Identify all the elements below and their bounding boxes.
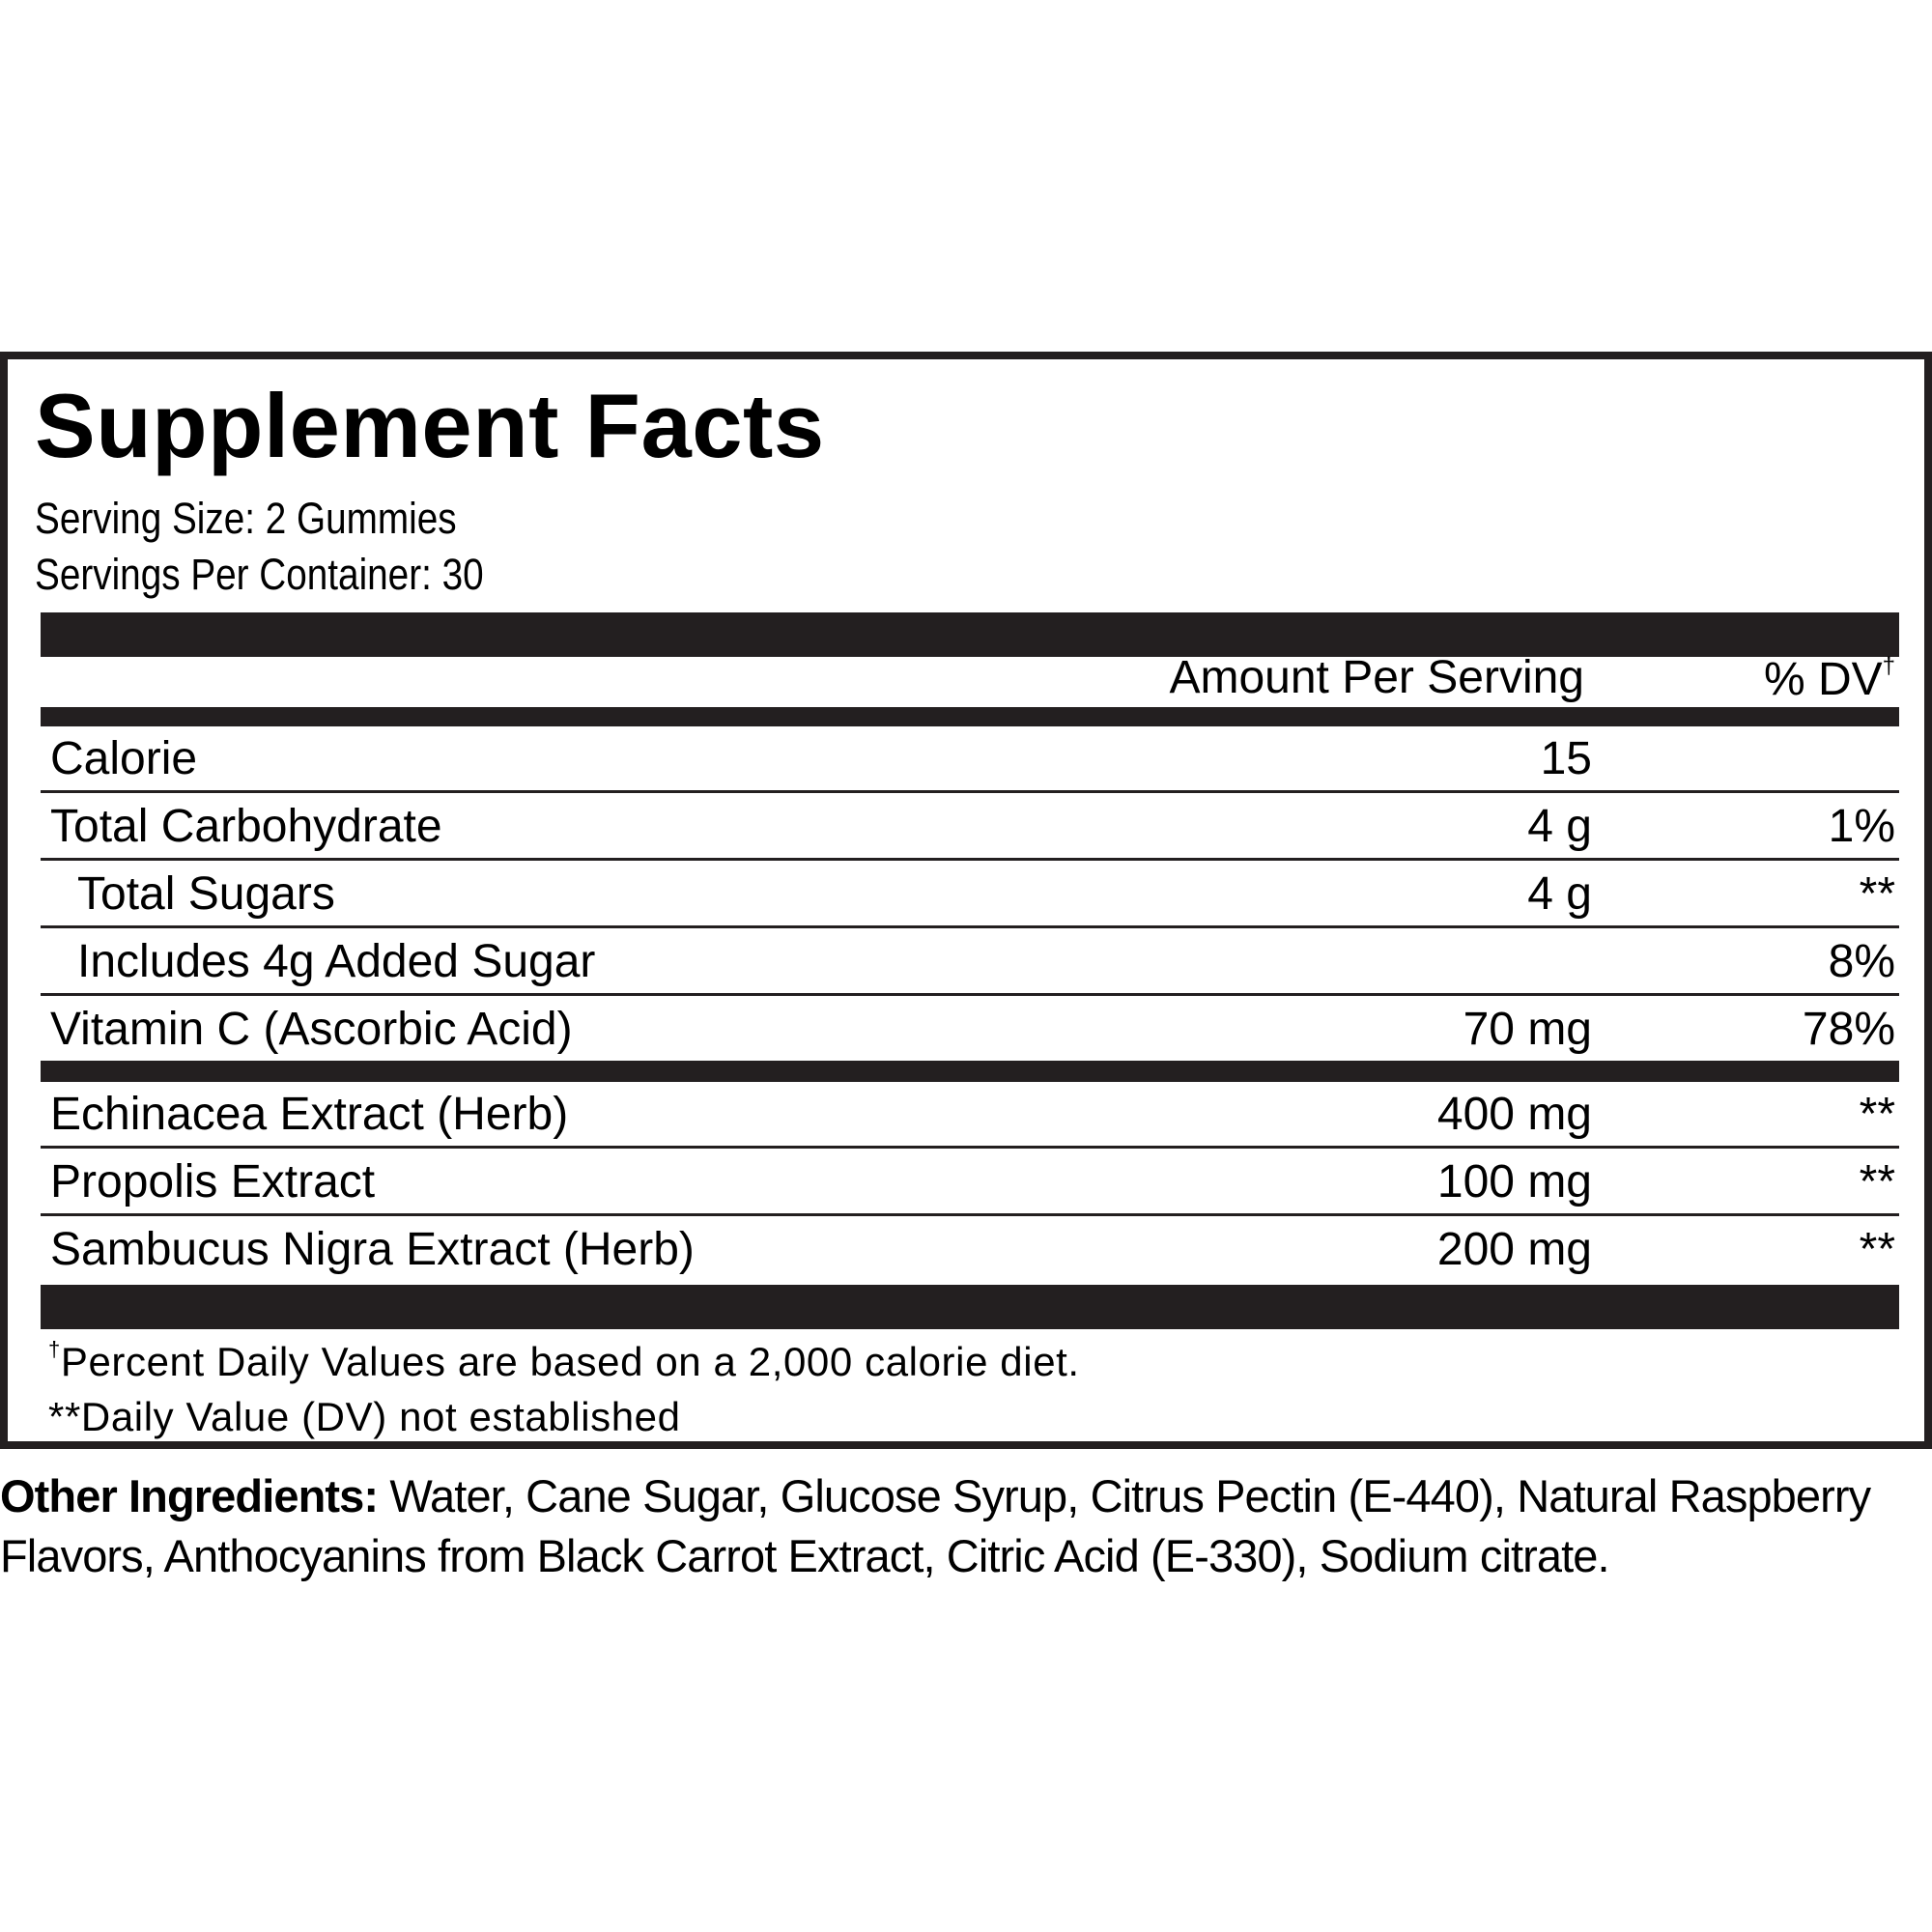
nutrient-amount: 15 <box>1540 733 1592 784</box>
row-divider <box>41 1213 1899 1216</box>
nutrient-dv: ** <box>1859 1089 1895 1140</box>
dv-header-dagger: † <box>1882 653 1895 679</box>
nutrient-row-total-sugars <box>41 864 1899 925</box>
nutrient-name: Echinacea Extract (Herb) <box>50 1089 569 1140</box>
nutrient-name: Propolis Extract <box>50 1156 376 1208</box>
dv-header <box>1764 655 1895 703</box>
amount-per-serving-header: Amount Per Serving <box>1169 652 1584 703</box>
other-ingredients-text: Water, Cane Sugar, Glucose Syrup, Citrus Pectin (E-440), Natural Raspberry Flavors, Anthocyanins from Black Carrot Extract, Citric Acid (E-330), Sodium citrate. <box>0 1470 1871 1581</box>
ingredient-row-sambucus <box>41 1219 1899 1281</box>
nutrient-name: Vitamin C (Ascorbic Acid) <box>50 1004 573 1055</box>
nutrient-dv: 8% <box>1828 936 1895 987</box>
nutrient-row-calorie <box>41 728 1899 790</box>
nutrient-name: Calorie <box>50 733 198 784</box>
nutrient-amount: 200 mg <box>1436 1224 1592 1275</box>
supplement-facts-panel <box>0 352 1932 1449</box>
panel-title: Supplement Facts <box>35 375 825 476</box>
footnote-dagger: † <box>48 1337 61 1361</box>
nutrient-dv: ** <box>1859 1156 1895 1208</box>
row-divider <box>41 1146 1899 1149</box>
nutrient-amount: 4 g <box>1527 868 1592 920</box>
serving-size: Serving Size: 2 Gummies <box>35 494 457 543</box>
ingredient-row-echinacea <box>41 1084 1899 1146</box>
nutrient-row-total-carbohydrate <box>41 796 1899 858</box>
nutrient-amount: 70 mg <box>1463 1004 1592 1055</box>
nutrient-amount: 100 mg <box>1436 1156 1592 1208</box>
other-ingredients <box>0 1466 1930 1586</box>
servings-per-container: Servings Per Container: 30 <box>35 550 484 599</box>
row-divider <box>41 925 1899 928</box>
nutrient-row-vitamin-c <box>41 999 1899 1061</box>
row-divider <box>41 858 1899 861</box>
header-divider <box>41 707 1899 726</box>
thick-divider-top <box>41 612 1899 657</box>
nutrient-name: Total Sugars <box>77 868 335 920</box>
nutrient-amount: 400 mg <box>1436 1089 1592 1140</box>
section-divider <box>41 1061 1899 1082</box>
row-divider <box>41 790 1899 793</box>
nutrient-amount: 4 g <box>1527 801 1592 852</box>
nutrient-dv: 1% <box>1828 801 1895 852</box>
nutrient-name: Sambucus Nigra Extract (Herb) <box>50 1224 695 1275</box>
ingredient-row-propolis <box>41 1151 1899 1213</box>
footnote-not-established: **Daily Value (DV) not established <box>48 1394 681 1439</box>
nutrient-dv: 78% <box>1802 1004 1895 1055</box>
nutrient-name: Total Carbohydrate <box>50 801 442 852</box>
dv-header-label: % DV <box>1763 654 1883 705</box>
thick-divider-bottom <box>41 1285 1899 1329</box>
nutrient-dv: ** <box>1859 868 1895 920</box>
other-ingredients-label: Other Ingredients: <box>0 1470 379 1521</box>
footnote-daily-values-text: Percent Daily Values are based on a 2,000 calorie diet. <box>60 1339 1080 1384</box>
nutrient-name: Includes 4g Added Sugar <box>77 936 596 987</box>
nutrient-dv: ** <box>1859 1224 1895 1275</box>
nutrient-row-added-sugar <box>41 931 1899 993</box>
row-divider <box>41 993 1899 996</box>
footnote-daily-values <box>48 1339 1080 1382</box>
